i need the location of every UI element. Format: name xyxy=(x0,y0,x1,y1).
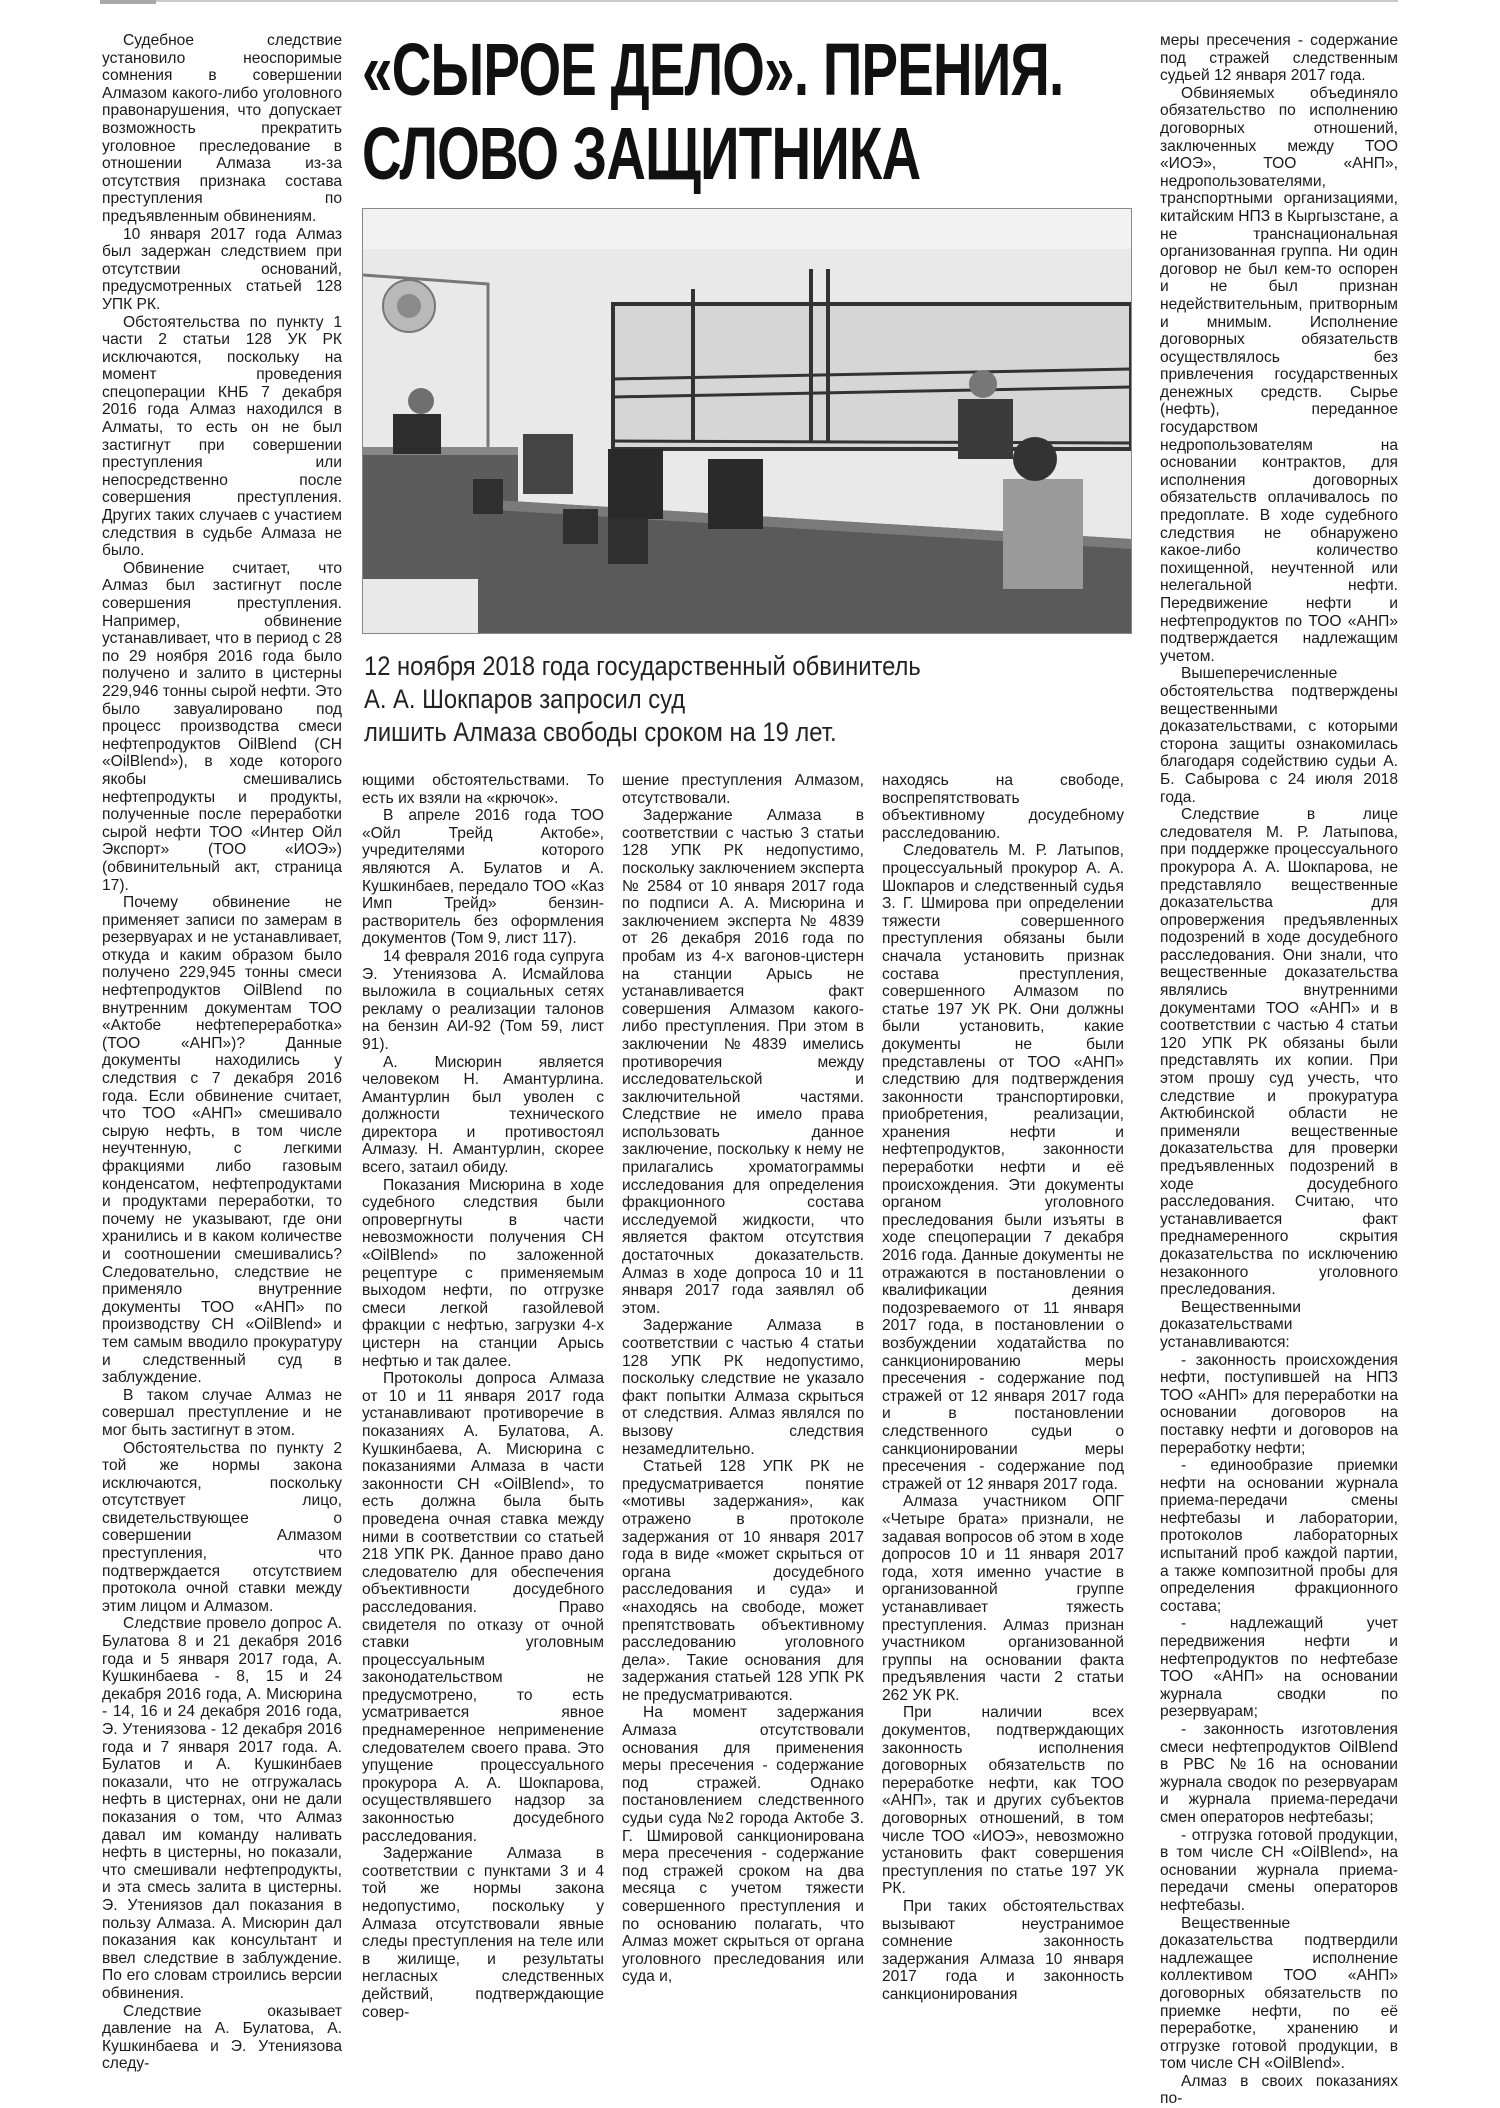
paragraph: Показания Мисюрина в ходе судебного следствия были опровергнуты в части невозможности получения СН «OilBlend» по заложенной рецептуре с применяемым выходом нефти, по отгрузке смеси легкой газойлевой фракции с нефтью, загрузки 4-х цистерн на станции Арысь нефтью и так далее. xyxy=(362,1176,604,1370)
paragraph: Следствие провело допрос А. Булатова 8 и 21 декабря 2016 года и 5 января 2017 года, А. Кушкинбаева - 8, 15 и 24 декабря 2016 года, А. Мисюрина - 14, 16 и 24 декабря 2016 года, Э. Утениязова - 12 декабря 2016 года и 7 января 2017 года. А. Булатов и А. Кушкинбаев показали, что не отгружалась нефть в цистернах, они не дали показания о том, что Алмаз давал им команду наливать нефть в цистерны, но показали, что смешивали нефтепродукты, и эта смесь залита в цистерны. Э. Утениязов дал показания в пользу Алмаза. А. Мисюрин дал показания как консультант и ввел следствие в заблуждение. По его словам строились версии обвинения. xyxy=(102,1615,342,2002)
paragraph: Судебное следствие установило неоспоримые сомнения в совершении Алмазом какого-либо уголовного правонарушения, что допускает возможность прекратить уголовное преследование в отношении Алмаза из-за отсутствия признака состава преступления по предъявленным обвинениям. xyxy=(102,32,342,225)
paragraph: - надлежащий учет передвижения нефти и нефтепродуктов по нефтебазе ТОО «АНП» на основании журнала сводки по резервуарам; xyxy=(1160,1615,1398,1721)
text-column-2 xyxy=(362,772,604,2021)
judge-head xyxy=(408,388,434,414)
defendant-head xyxy=(969,370,997,398)
paragraph: Алмаза участником ОПГ «Четыре брата» признали, не задавая вопросов об этом в ходе допросов 10 и 11 января 2017 года, хотя именно участие в организованной группе устанавливает тяжесть преступления. Алмаз признан участником организованной группы на основании факта предъявления части 2 статьи 262 УК РК. xyxy=(882,1493,1124,1704)
paragraph: Вещественные доказательства подтвердили надлежащее исполнение коллективом ТОО «АНП» договорных обязательств по приемке нефти, по её переработке, хранению и отгрузке готовой продукции, в том числе СН «OilBlend». xyxy=(1160,1914,1398,2073)
photo-caption xyxy=(364,650,1042,749)
courtroom-photo-illustration xyxy=(363,209,1131,633)
paragraph: Вышеперечисленные обстоятельства подтверждены вещественными доказательствами, с которыми сторона защиты ознакомилась благодаря содействию судьи А. Б. Сабырова с 24 июля 2018 года. xyxy=(1160,665,1398,806)
courtroom-photo xyxy=(362,208,1132,634)
article-headline xyxy=(362,28,1064,196)
paragraph: Почему обвинение не применяет записи по замерам в резервуарах и не устанавливает, откуда и каким образом было получено 229,945 тонны смеси нефтепродуктов OilBlend по внутренним документам ТОО «Актобе нефтепереработка» (ТОО «АНП»)? Данные документы находились у следствия с 7 декабря 2016 года. Если обвинение считает, что ТОО «АНП» смешивало сырую нефть, в том числе неучтенную, с легкими фракциями либо газовым конденсатом, нефтепродуктами и продуктами переработки, то почему не указывают, где они хранились и в каком количестве и соотношении смешивались? Следовательно, следствие не применяло внутренние документы ТОО «АНП» по производству СН «OilBlend» и тем самым вводило прокуратуру и следственный суд в заблуждение. xyxy=(102,894,342,1387)
state-emblem-center xyxy=(397,294,421,318)
headline-line-2: СЛОВО ЗАЩИТНИКА xyxy=(362,112,921,195)
paragraph: Протоколы допроса Алмаза от 10 и 11 января 2017 года устанавливают противоречие в показаниях А. Булатова, А. Кушкинбаева, А. Мисюрина с показаниями Алмаза в части законности СН «OilBlend», то есть должна была быть проведена очная ставка между ними в соответствии со статьей 218 УПК РК. Данное право дано следователю для обеспечения объективности досудебного расследования. Право свидетеля по отказу от очной ставки уголовным процессуальным законодательством не предусмотрено, то есть усматривается явное преднамеренное неприменение следователем своего права. Это упущение процессуального прокурора А. А. Шокпарова, осуществлявшего надзор за законностью досудебного расследования. xyxy=(362,1370,604,1845)
paragraph: Статьей 128 УПК РК не предусматривается понятие «мотивы задержания», как отражено в протоколе задержания от 10 января 2017 года в виде «может скрыться от органа досудебного расследования и суда» и «находясь на свободе, может препятствовать объективному расследованию уголовного дела». Такие основания для задержания статьей 128 УПК РК не предусматриваются. xyxy=(622,1458,864,1704)
paragraph: Следствие оказывает давление на А. Булатова, А. Кушкинбаева и Э. Утениязова следу- xyxy=(102,2002,342,2073)
lawyer-figure-2 xyxy=(608,449,663,519)
laptop-icon xyxy=(563,509,598,544)
paragraph: Задержание Алмаза в соответствии с частью 4 статьи 128 УПК РК недопустимо, поскольку следствие не указало факт попытки Алмаза скрыться от следствия. Алмаз являлся по вызову следствия незамедлительно. xyxy=(622,1317,864,1458)
paragraph: При таких обстоятельствах вызывают неустранимое сомнение законность задержания Алмаза 10 января 2017 года и законность санкционирования xyxy=(882,1898,1124,2003)
paragraph: А. Мисюрин является человеком Н. Амантурлина. Амантурлин был уволен с должности технического директора и противостоял Алмазу. Н. Амантурлин, скорее всего, затаил обиду. xyxy=(362,1053,604,1177)
man-in-polo xyxy=(1003,479,1083,589)
paragraph: 14 февраля 2016 года супруга Э. Утениязова А. Исмайлова выложила в социальных сетях рекламу о реализации талонов на бензин АИ-92 (Том 59, лист 91). xyxy=(362,947,604,1053)
defendant-figure xyxy=(958,399,1013,459)
paragraph: При наличии всех документов, подтверждающих законность исполнения договорных обязательств по переработке нефти, как ТОО «АНП», так и других субъектов договорных отношений, в том числе ТОО «ИОЭ», невозможно установить факт совершения преступления по статье 197 УК РК. xyxy=(882,1704,1124,1898)
text-column-4 xyxy=(882,772,1124,2004)
paragraph: Задержание Алмаза в соответствии с пунктами 3 и 4 той же нормы закона недопустимо, поскольку у Алмаза отсутствовали явные следы преступления на теле или в жилище, и результаты негласных следственных действий, подтверждающие совер- xyxy=(362,1845,604,2021)
paragraph: - законность происхождения нефти, поступившей на НПЗ ТОО «АНП» для переработки на основании договоров на поставку нефти и договоров на переработку нефти; xyxy=(1160,1351,1398,1457)
paragraph: Обстоятельства по пункту 1 части 2 статьи 128 УК РК исключаются, поскольку на момент проведения спецоперации КНБ 7 декабря 2016 года Алмаз находился в Алматы, то есть он не был застигнут при совершении преступления или непосредственно после совершения преступления. Других таких случаев с участием следствия в судьбе Алмаза не было. xyxy=(102,313,342,560)
paragraph: Следователь М. Р. Латыпов, процессуальный прокурор А. А. Шокпаров и следственный судья З. Г. Шмирова при определении тяжести совершенного преступления обязаны были сначала установить признак состава преступления, совершенного Алмазом по статье 197 УК РК. Они должны были установить, какие документы не были представлены от ТОО «АНП» следствию для подтверждения законности транспортировки, приобретения, реализации, хранения нефти и нефтепродуктов, законности переработки нефти и её происхождения. Эти документы органом уголовного преследования были изъяты в ходе спецоперации 7 декабря 2016 года. Данные документы не отражаются в постановлении о квалификации деяния подозреваемого от 11 января 2017 года, в постановлении о возбуждении ходатайства по санкционированию меры пресечения - содержание под стражей от 12 января 2017 года и в постановлении следственного судьи о санкционировании меры пресечения - содержание под стражей от 12 января 2017 года. xyxy=(882,842,1124,1493)
paragraph: На момент задержания Алмаза отсутствовали основания для применения меры пресечения - содержание под стражей. Однако постановлением следственного судьи суда №2 города Актобе З. Г. Шмировой санкционирована мера пресечения - содержание под стражей сроком на два месяца с учетом тяжести совершенного преступления и по основанию полагать, что Алмаз может скрыться от органа уголовного преследования или суда и, xyxy=(622,1704,864,1986)
judge-figure xyxy=(393,414,441,454)
text-column-3 xyxy=(622,772,864,1986)
paragraph: В таком случае Алмаз не совершал преступление и не мог быть застигнут в этом. xyxy=(102,1386,342,1439)
lawyer-figure-3 xyxy=(708,459,763,529)
paragraph: Следствие в лице следователя М. Р. Латыпова, при поддержке процессуального прокурора А. А. Шокпарова, не представляло вещественные доказательства для опровержения предъявленных подозрений в ходе досудебного расследования. Они знали, что вещественные доказательства являлись внутренними документами ТОО «АНП» и в соответствии с частью 4 статьи 120 УПК РК обязаны были представлять их копии. При этом прошу суд учесть, что следствие и прокуратура Актюбинской области не применяли вещественные доказательства для проверки предъявленных подозрений в ходе досудебного расследования. Считаю, что устанавливается факт преднамеренного скрытия доказательства по исключению незаконного уголовного преследования. xyxy=(1160,806,1398,1299)
paragraph: ющими обстоятельствами. То есть их взяли на «крючок». xyxy=(362,772,604,807)
paragraph: Обстоятельства по пункту 2 той же нормы закона исключаются, поскольку отсутствует лицо, свидетельствующее о совершении Алмазом преступления, что подтверждается отсутствием протокола очной ставки между этим лицом и Алмазом. xyxy=(102,1439,342,1615)
paragraph: Вещественными доказательствами устанавливаются: xyxy=(1160,1298,1301,1351)
page-top-rule xyxy=(100,0,1398,2)
caption-line-2: А. А. Шокпаров запросил суд xyxy=(364,684,686,714)
text-column-1 xyxy=(102,32,342,2073)
lawyer-figure-1 xyxy=(523,434,573,494)
laptop-icon xyxy=(608,519,648,564)
paragraph: - единообразие приемки нефти на основании журнала приема-передачи смены нефтебазы и лаборатории, протоколов лабораторных испытаний проб каждой партии, а также композитной пробы для определения фракционного состава; xyxy=(1160,1457,1398,1615)
paragraph: Обвиняемых объединяло обязательство по исполнению договорных отношений, заключенных между ТОО «ИОЭ», ТОО «АНП», недропользователями, транспортными организациями, китайским НПЗ в Кыргызстане, а не транснациональная организованная группа. Ни один договор не был кем-то оспорен и не был признан недействительным, притворным и мнимым. Исполнение договорных обязательств осуществлялось без привлечения государственных денежных средств. Сырье (нефть), переданное государством недропользователям на основании контрактов, для исполнения договорных обязательств оплачивалось по предоплате. В ходе судебного следствия не обнаружено какое-либо количество похищенной, неучтенной или нелегальной нефти. Передвижение нефти и нефтепродуктов по ТОО «АНП» подтверждается надлежащим учетом. xyxy=(1160,84,1398,665)
paragraph: Обвинение считает, что Алмаз был застигнут после совершения преступления. Например, обвинение устанавливает, что в период с 28 по 29 ноября 2016 года было получено и залито в цистерны 229,946 тонны сырой нефти. Это было завуалировано под процесс производства смеси нефтепродуктов OilBlend (СН «OilBlend»), в ходе которого якобы смешивались нефтепродукты и продукты, полученные после переработки сырой нефти ТОО «Интер Ойл Экспорт» (ТОО «ИОЭ») (обвинительный акт, страница 17). xyxy=(102,559,342,894)
paragraph: находясь на свободе, воспрепятствовать объективному досудебному расследованию. xyxy=(882,772,1124,842)
paragraph: Задержание Алмаза в соответствии с частью 3 статьи 128 УПК РК недопустимо, поскольку заключением эксперта № 2584 от 10 января 2017 года по подписи А. А. Мисюрина и заключением эксперта № 4839 от 26 декабря 2016 года по пробам из 4-х вагонов-цистерн на станции Арысь не устанавливается факт совершения Алмазом какого-либо преступления. При этом в заключении №4839 имелись противоречия между исследовательской и заключительной частями. Следствие не имело права использовать данное заключение, поскольку к нему не прилагались хроматограммы исследования для определения фракционного состава исследуемой жидкости, что является фактом отсутствия достаточных доказательств. Алмаз в ходе допроса 10 и 11 января 2017 года заявлял об этом. xyxy=(622,807,864,1317)
caption-line-3: лишить Алмаза свободы сроком на 19 лет. xyxy=(364,717,837,747)
ceiling xyxy=(363,209,1131,249)
paragraph: - законность изготовления смеси нефтепродуктов OilBlend в РВС №16 на основании журнала сводок по резервуарам и журнала приема-передачи смен операторов нефтебазы; xyxy=(1160,1721,1398,1826)
paragraph: Алмаз в своих показаниях по- xyxy=(1160,2072,1398,2108)
paragraph: шение преступления Алмазом, отсутствовали. xyxy=(622,772,864,807)
page-top-tab xyxy=(100,0,156,4)
paragraph: 10 января 2017 года Алмаз был задержан следствием при отсутствии оснований, предусмотренных статьей 128 УПК РК. xyxy=(102,225,342,313)
paragraph: - отгрузка готовой продукции, в том числе СН «OilBlend», на основании журнала приема-передачи смены операторов нефтебазы. xyxy=(1160,1826,1398,1914)
enclosure-bar-3 xyxy=(613,441,1131,443)
man-in-polo-head xyxy=(1013,437,1057,481)
headline-line-1: «СЫРОЕ ДЕЛО». ПРЕНИЯ. xyxy=(362,28,1064,111)
laptop-icon xyxy=(473,479,503,514)
paragraph: В апреле 2016 года ТОО «Ойл Трейд Актобе», учредителями которого являются А. Булатов и А. Кушкинбаев, передало ТОО «Каз Имп Трейд» бензин-растворитель без оформления документов (Том 9, лист 117). xyxy=(362,807,604,948)
caption-line-1: 12 ноября 2018 года государственный обвинитель xyxy=(364,651,921,681)
paragraph: меры пресечения - содержание под стражей следственным судьей 12 января 2017 года. xyxy=(1160,32,1398,85)
text-column-5 xyxy=(1160,32,1398,2108)
